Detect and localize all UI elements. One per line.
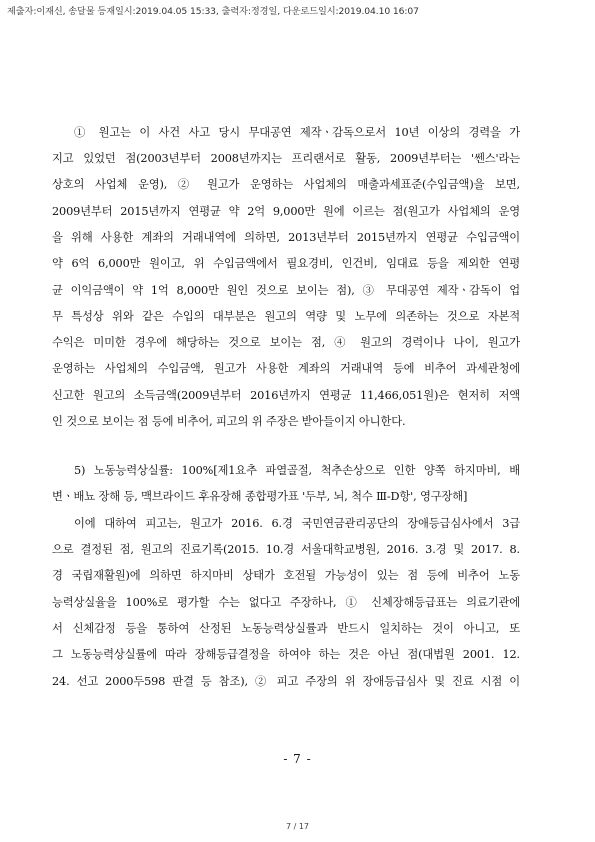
paragraph-3-line-1: 이에 대하여 피고는, 원고가 2016. 6.경 국민연금관리공단의 장애등급심사에서 3급	[74, 517, 520, 530]
page-number: - 7 -	[283, 752, 312, 766]
paragraph-1-line-10: 운영하는 사업체의 수입금액, 원고가 사용한 계좌의 거래내역 등에 비추어 과세관청에	[52, 362, 520, 375]
page-count: 7 / 17	[285, 822, 310, 831]
paragraph-3-line-4: 능력상실율을 100%로 평가할 수는 없다고 주장하나, ① 신체장해등급표는 의료기관에	[52, 596, 520, 609]
paragraph-1-line-5: 을 위해 사용한 계좌의 거래내역에 의하면, 2013년부터 2015년까지 연평균 수입금액이	[52, 231, 520, 244]
paragraph-3-line-7: 24. 선고 2000두598 판결 등 참조), ② 피고 주장의 위 장애등급심사 및 진료 시점 이	[52, 675, 520, 688]
paragraph-3-line-2: 으로 결정된 점, 원고의 진료기록(2015. 10.경 서울대학교병원, 2016. 3.경 및 2017. 8.	[52, 543, 520, 556]
document-header: 제출자:이재신, 송달물 등재일시:2019.04.05 15:33, 출력자:정경일, 다운로드일시:2019.04.10 16:07	[7, 6, 419, 17]
paragraph-1-line-11: 신고한 원고의 소득금액(2009년부터 2016년까지 연평균 11,466,051원)은 현저히 저액	[52, 389, 520, 402]
paragraph-3-line-5: 서 신체감정 등을 통하여 산정된 노동능력상실률과 반드시 일치하는 것이 아니고, 또	[52, 622, 520, 635]
paragraph-3-line-6: 그 노동능력상실률에 따라 장해등급결정을 하여야 하는 것은 아닌 점(대법원 2001. 12.	[52, 648, 520, 661]
paragraph-1-line-9: 수익은 미미한 경우에 해당하는 것으로 보이는 점, ④ 원고의 경력이나 나이, 원고가	[52, 336, 520, 349]
paragraph-1-line-7: 균 이익금액이 약 1억 8,000만 원인 것으로 보이는 점), ③ 무대공연 제작ㆍ감독이 업	[52, 284, 520, 297]
paragraph-1-line-12: 인 것으로 보이는 점 등에 비추어, 피고의 위 주장은 받아들이지 아니한다.	[52, 415, 406, 428]
paragraph-1-line-1: ① 원고는 이 사건 사고 당시 무대공연 제작ㆍ감독으로서 10년 이상의 경력을 가	[74, 126, 520, 139]
paragraph-2-line-2: 변ㆍ배뇨 장해 등, 맥브라이드 후유장해 종합평가표 '두부, 뇌, 척수 Ⅲ-D항', 영구장해]	[52, 490, 468, 503]
paragraph-1-line-6: 약 6억 6,000만 원이고, 위 수입금액에서 필요경비, 인건비, 임대료 등을 제외한 연평	[52, 257, 520, 270]
paragraph-1-line-2: 지고 있었던 점(2003년부터 2008년까지는 프리랜서로 활동, 2009년부터는 '쎈스'라는	[52, 152, 520, 165]
paragraph-2-line-1: 5) 노동능력상실률: 100%[제1요추 파열골절, 척추손상으로 인한 양쪽 하지마비, 배	[74, 464, 520, 477]
paragraph-1-line-4: 2009년부터 2015년까지 연평균 약 2억 9,000만 원에 이르는 점(원고가 사업체의 운영	[52, 205, 520, 218]
paragraph-3-line-3: 경 국립재활원)에 의하면 하지마비 상태가 호전될 가능성이 있는 점 등에 비추어 노동	[52, 569, 520, 582]
paragraph-1-line-8: 무 특성상 위와 같은 수입의 대부분은 원고의 역량 및 노무에 의존하는 것으로 자본적	[52, 310, 520, 323]
paragraph-1-line-3: 상호의 사업체 운영), ② 원고가 운영하는 사업체의 매출과세표준(수입금액)을 보면,	[52, 178, 520, 191]
